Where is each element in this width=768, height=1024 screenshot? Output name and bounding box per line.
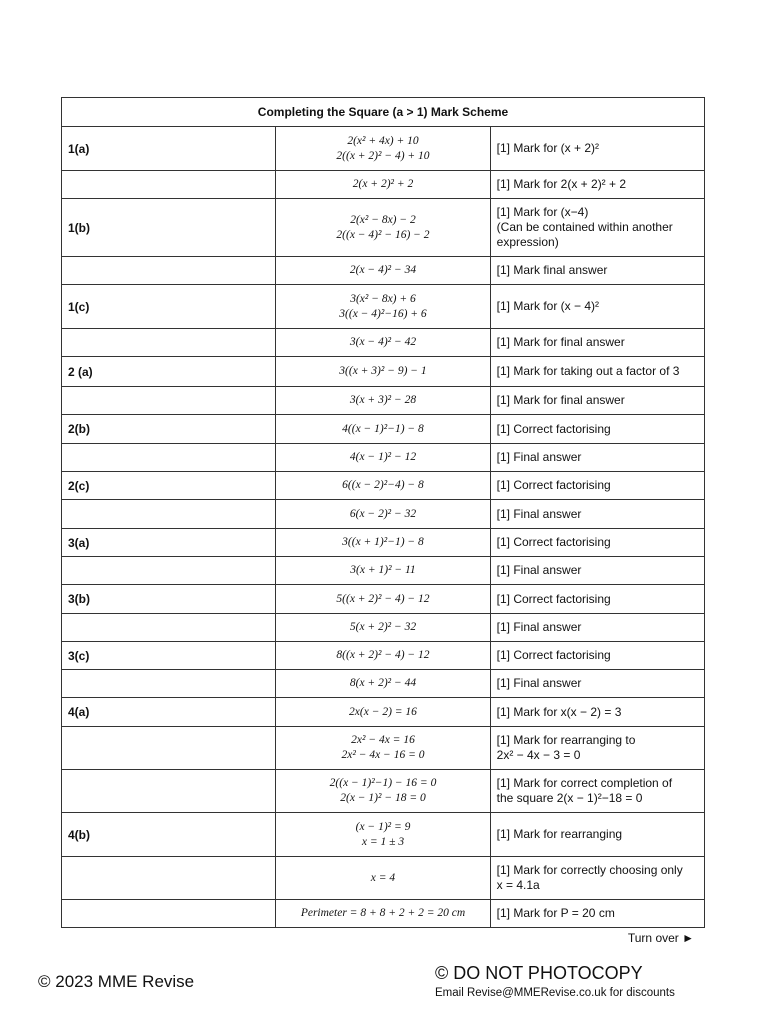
table-row bbox=[62, 770, 705, 813]
mark-line: [1] Mark for (x + 2)² bbox=[496, 141, 600, 155]
mark-line: [1] Final answer bbox=[496, 450, 582, 464]
working-line: 2(x² + 4x) + 10 bbox=[347, 134, 419, 147]
working-cell bbox=[276, 642, 490, 670]
mark-line: x = 4.1a bbox=[496, 878, 540, 892]
working-line: 2(x − 1)² − 18 = 0 bbox=[340, 792, 426, 804]
table-title: Completing the Square (a > 1) Mark Scheme bbox=[62, 98, 705, 127]
mark-line: [1] Mark for (x − 4)² bbox=[496, 299, 600, 313]
mark-cell bbox=[490, 357, 704, 387]
table-row bbox=[62, 387, 705, 415]
mark-cell bbox=[490, 171, 704, 199]
mark-line: [1] Mark for correct completion of bbox=[496, 776, 673, 790]
working-line: 4((x − 1)²−1) − 8 bbox=[342, 422, 424, 435]
question-number: 2(b) bbox=[62, 415, 276, 444]
mark-line: [1] Mark final answer bbox=[496, 263, 608, 277]
table-row bbox=[62, 857, 705, 900]
table-row bbox=[62, 127, 705, 171]
question-number: 3(b) bbox=[62, 585, 276, 614]
working-cell bbox=[276, 727, 490, 770]
working-cell bbox=[276, 698, 490, 727]
working-cell bbox=[276, 387, 490, 415]
mark-line: [1] Final answer bbox=[496, 620, 582, 634]
table-row bbox=[62, 329, 705, 357]
mark-line: [1] Final answer bbox=[496, 676, 582, 690]
working-line: 3((x + 3)² − 9) − 1 bbox=[339, 365, 427, 377]
mark-cell bbox=[490, 557, 704, 585]
working-line: 3(x + 3)² − 28 bbox=[349, 394, 417, 406]
table-body bbox=[62, 127, 705, 928]
question-number bbox=[62, 727, 276, 770]
email-discount-note: Email Revise@MMERevise.co.uk for discounts bbox=[435, 987, 675, 999]
table-row bbox=[62, 444, 705, 472]
mark-cell bbox=[490, 387, 704, 415]
working-cell bbox=[276, 444, 490, 472]
mark-cell bbox=[490, 813, 704, 857]
working-line: 3(x + 1)² − 11 bbox=[350, 564, 416, 576]
table-row bbox=[62, 500, 705, 529]
question-number bbox=[62, 444, 276, 472]
table-row bbox=[62, 472, 705, 500]
mark-line: 2x² − 4x − 3 = 0 bbox=[496, 748, 581, 762]
table-row bbox=[62, 557, 705, 585]
mark-line: [1] Mark for final answer bbox=[496, 335, 625, 349]
working-cell bbox=[276, 415, 490, 444]
working-line: 2((x − 4)² − 16) − 2 bbox=[336, 228, 430, 241]
table-row bbox=[62, 727, 705, 770]
working-line: 6(x − 2)² − 32 bbox=[349, 507, 417, 520]
working-line: 2x² − 4x = 16 bbox=[351, 734, 415, 746]
mark-line: [1] Mark for taking out a factor of 3 bbox=[496, 364, 680, 378]
working-line: 3(x − 4)² − 42 bbox=[349, 336, 417, 348]
table-row bbox=[62, 199, 705, 257]
table-row bbox=[62, 285, 705, 329]
mark-cell bbox=[490, 257, 704, 285]
mark-cell bbox=[490, 727, 704, 770]
working-cell bbox=[276, 557, 490, 585]
mark-cell bbox=[490, 770, 704, 813]
mark-cell bbox=[490, 614, 704, 642]
mark-cell bbox=[490, 642, 704, 670]
working-cell bbox=[276, 127, 490, 171]
mark-scheme-table bbox=[61, 97, 705, 928]
mark-line: [1] Correct factorising bbox=[496, 648, 611, 662]
working-line: 3((x + 1)²−1) − 8 bbox=[342, 536, 424, 548]
table-row bbox=[62, 900, 705, 928]
working-line: x = 4 bbox=[370, 871, 396, 884]
mark-cell bbox=[490, 698, 704, 727]
question-number: 3(c) bbox=[62, 642, 276, 670]
working-cell bbox=[276, 500, 490, 529]
question-number bbox=[62, 670, 276, 698]
mark-cell bbox=[490, 444, 704, 472]
mark-line: [1] Correct factorising bbox=[496, 478, 611, 492]
question-number: 3(a) bbox=[62, 529, 276, 557]
mark-line: [1] Mark for x(x − 2) = 3 bbox=[496, 704, 622, 719]
table-header-row bbox=[62, 98, 705, 127]
working-cell bbox=[276, 670, 490, 698]
question-number bbox=[62, 900, 276, 928]
working-line: 5(x + 2)² − 32 bbox=[349, 621, 417, 633]
mark-cell bbox=[490, 127, 704, 171]
table-row bbox=[62, 670, 705, 698]
working-line: (x − 1)² = 9 bbox=[355, 820, 411, 833]
question-number: 2(c) bbox=[62, 472, 276, 500]
working-cell bbox=[276, 171, 490, 199]
working-cell bbox=[276, 357, 490, 387]
working-line: 2((x + 2)² − 4) + 10 bbox=[336, 149, 430, 162]
working-line: 8(x + 2)² − 44 bbox=[349, 677, 417, 689]
working-cell bbox=[276, 900, 490, 928]
working-cell bbox=[276, 857, 490, 900]
working-line: 4(x − 1)² − 12 bbox=[349, 451, 417, 463]
working-line: 2x(x − 2) = 16 bbox=[349, 705, 417, 718]
mark-line: [1] Mark for rearranging bbox=[496, 827, 623, 841]
mark-cell bbox=[490, 670, 704, 698]
working-cell bbox=[276, 472, 490, 500]
mark-line: [1] Mark for final answer bbox=[496, 393, 625, 407]
mark-cell bbox=[490, 285, 704, 329]
question-number: 1(c) bbox=[62, 285, 276, 329]
working-line: 5((x + 2)² − 4) − 12 bbox=[336, 592, 430, 605]
question-number: 2 (a) bbox=[62, 357, 276, 387]
mark-line: [1] Final answer bbox=[496, 563, 582, 577]
working-cell bbox=[276, 285, 490, 329]
mark-cell bbox=[490, 415, 704, 444]
mark-line: expression) bbox=[496, 235, 559, 249]
mark-line: the square 2(x − 1)²−18 = 0 bbox=[496, 791, 643, 805]
working-line: 2(x² − 8x) − 2 bbox=[350, 213, 416, 226]
working-line: 2x² − 4x − 16 = 0 bbox=[341, 749, 425, 761]
question-number: 4(b) bbox=[62, 813, 276, 857]
table-row bbox=[62, 813, 705, 857]
working-line: 2(x − 4)² − 34 bbox=[349, 264, 417, 276]
mark-cell bbox=[490, 199, 704, 257]
mark-line: [1] Mark for (x−4) bbox=[496, 205, 589, 219]
table-row bbox=[62, 529, 705, 557]
question-number: 1(b) bbox=[62, 199, 276, 257]
working-cell bbox=[276, 329, 490, 357]
question-number bbox=[62, 500, 276, 529]
working-line: 6((x − 2)²−4) − 8 bbox=[342, 479, 424, 491]
turn-over-label: Turn over ► bbox=[627, 931, 694, 945]
question-number bbox=[62, 329, 276, 357]
table-row bbox=[62, 257, 705, 285]
table-row bbox=[62, 357, 705, 387]
mark-cell bbox=[490, 472, 704, 500]
working-line: 3(x² − 8x) + 6 bbox=[350, 292, 416, 305]
question-number: 4(a) bbox=[62, 698, 276, 727]
mark-cell bbox=[490, 857, 704, 900]
mark-line: [1] Correct factorising bbox=[496, 535, 611, 549]
question-number bbox=[62, 770, 276, 813]
do-not-photocopy-notice: © DO NOT PHOTOCOPY bbox=[435, 963, 643, 983]
table-row bbox=[62, 171, 705, 199]
question-number bbox=[62, 171, 276, 199]
question-number bbox=[62, 614, 276, 642]
working-line: 3((x − 4)²−16) + 6 bbox=[339, 307, 427, 320]
mark-cell bbox=[490, 585, 704, 614]
working-line: 2((x − 1)²−1) − 16 = 0 bbox=[329, 777, 437, 789]
working-cell bbox=[276, 770, 490, 813]
mark-cell bbox=[490, 500, 704, 529]
working-cell bbox=[276, 813, 490, 857]
working-line: x = 1 ± 3 bbox=[361, 835, 405, 848]
table-row bbox=[62, 585, 705, 614]
working-cell bbox=[276, 529, 490, 557]
working-cell bbox=[276, 614, 490, 642]
question-number bbox=[62, 387, 276, 415]
mark-line: [1] Mark for correctly choosing only bbox=[496, 863, 683, 877]
table-row bbox=[62, 698, 705, 727]
table-row bbox=[62, 614, 705, 642]
question-number: 1(a) bbox=[62, 127, 276, 171]
mark-cell bbox=[490, 529, 704, 557]
working-line: 2(x + 2)² + 2 bbox=[352, 178, 414, 190]
mark-line: [1] Mark for P = 20 cm bbox=[496, 906, 615, 920]
question-number bbox=[62, 257, 276, 285]
mark-line: [1] Final answer bbox=[496, 506, 582, 521]
mark-line: [1] Correct factorising bbox=[496, 421, 611, 436]
table-row bbox=[62, 642, 705, 670]
mark-cell bbox=[490, 329, 704, 357]
copyright-notice: © 2023 MME Revise bbox=[38, 972, 195, 991]
question-number bbox=[62, 857, 276, 900]
question-number bbox=[62, 557, 276, 585]
table-row bbox=[62, 415, 705, 444]
working-cell bbox=[276, 199, 490, 257]
working-line: 8((x + 2)² − 4) − 12 bbox=[336, 649, 430, 661]
working-line: Perimeter = 8 + 8 + 2 + 2 = 20 cm bbox=[300, 907, 466, 919]
working-cell bbox=[276, 585, 490, 614]
mark-line: [1] Correct factorising bbox=[496, 591, 611, 606]
mark-line: [1] Mark for rearranging to bbox=[496, 733, 636, 747]
mark-cell bbox=[490, 900, 704, 928]
mark-line: (Can be contained within another bbox=[496, 220, 673, 234]
mark-line: [1] Mark for 2(x + 2)² + 2 bbox=[496, 177, 627, 191]
working-cell bbox=[276, 257, 490, 285]
